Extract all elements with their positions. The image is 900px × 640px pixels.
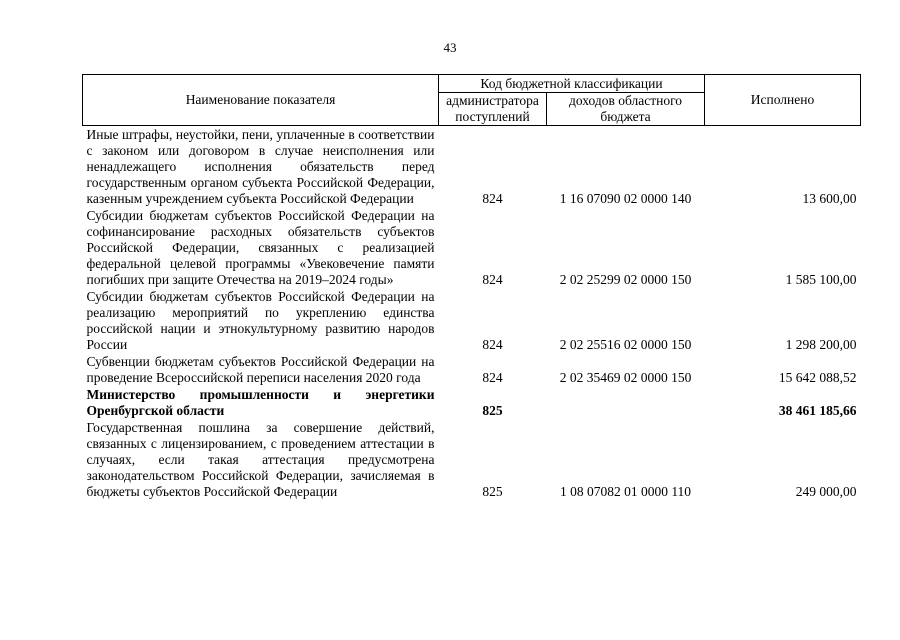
table-header xyxy=(83,75,861,126)
header-income-code: доходов областного бюджета xyxy=(547,93,705,126)
row-indicator-name: Субвенции бюджетам субъектов Российской Федерации на проведение Всероссийской переписи населения 2020 года xyxy=(86,354,435,385)
row-income-code: 1 08 07082 01 0000 110 xyxy=(559,484,692,499)
table-row xyxy=(83,207,861,288)
row-admin-code: 824 xyxy=(482,191,503,206)
table-body xyxy=(83,126,861,501)
row-income-code xyxy=(547,386,705,419)
header-admin-code: администратора поступлений xyxy=(439,93,547,126)
page-number: 43 xyxy=(443,40,457,55)
row-indicator-name: Субсидии бюджетам субъектов Российской Федерации на софинансирование расходных обязательств субъектов Российской Федерации, связанных с реализацией федеральной целевой программы «Увековечение памяти погибших при защите Отечества на 2019–2024 годы» xyxy=(86,208,435,287)
header-indicator-name: Наименование показателя xyxy=(83,75,439,126)
row-admin-code: 824 xyxy=(482,337,503,352)
row-admin-code: 825 xyxy=(482,484,503,499)
row-indicator-name: Субсидии бюджетам субъектов Российской Федерации на реализацию мероприятий по укреплению единства российской нации и этнокультурному развитию народов России xyxy=(86,289,435,352)
table-row xyxy=(83,353,861,386)
budget-report-sheet xyxy=(82,74,860,500)
header-executed: Исполнено xyxy=(705,75,861,126)
row-indicator-name: Иные штрафы, неустойки, пени, уплаченные в соответствии с законом или договором в случае неисполнения или ненадлежащего исполнения обязательств перед государственным органом субъекта Российской Федерации, казенным учреждением субъекта Российской Федерации xyxy=(86,127,435,206)
table-row xyxy=(83,126,861,208)
row-income-code: 2 02 35469 02 0000 150 xyxy=(559,370,692,385)
row-admin-code: 824 xyxy=(482,272,503,287)
row-ministry-name: Министерство промышленности и энергетики Оренбургской области xyxy=(86,387,435,418)
row-income-code: 2 02 25299 02 0000 150 xyxy=(559,272,692,287)
row-indicator-name: Государственная пошлина за совершение действий, связанных с лицензированием, с проведением аттестации в случаях, если такая аттестация предусмотрена законодательством Российской Федерации, зачисляемая в бюджеты субъектов Российской Федерации xyxy=(86,420,435,499)
table-row-ministry-total xyxy=(83,386,861,419)
row-executed-amount: 15 642 088,52 xyxy=(778,370,857,385)
row-admin-code: 825 xyxy=(482,403,503,418)
row-executed-amount: 38 461 185,66 xyxy=(778,403,857,418)
row-executed-amount: 249 000,00 xyxy=(795,484,857,499)
row-income-code: 2 02 25516 02 0000 150 xyxy=(559,337,692,352)
table-row xyxy=(83,419,861,500)
budget-execution-table xyxy=(82,74,861,500)
row-income-code: 1 16 07090 02 0000 140 xyxy=(559,191,692,206)
row-admin-code: 824 xyxy=(482,370,503,385)
table-row xyxy=(83,288,861,353)
row-executed-amount: 1 585 100,00 xyxy=(785,272,857,287)
row-executed-amount: 13 600,00 xyxy=(802,191,857,206)
row-executed-amount: 1 298 200,00 xyxy=(785,337,857,352)
header-budget-classification: Код бюджетной классификации xyxy=(439,75,705,93)
